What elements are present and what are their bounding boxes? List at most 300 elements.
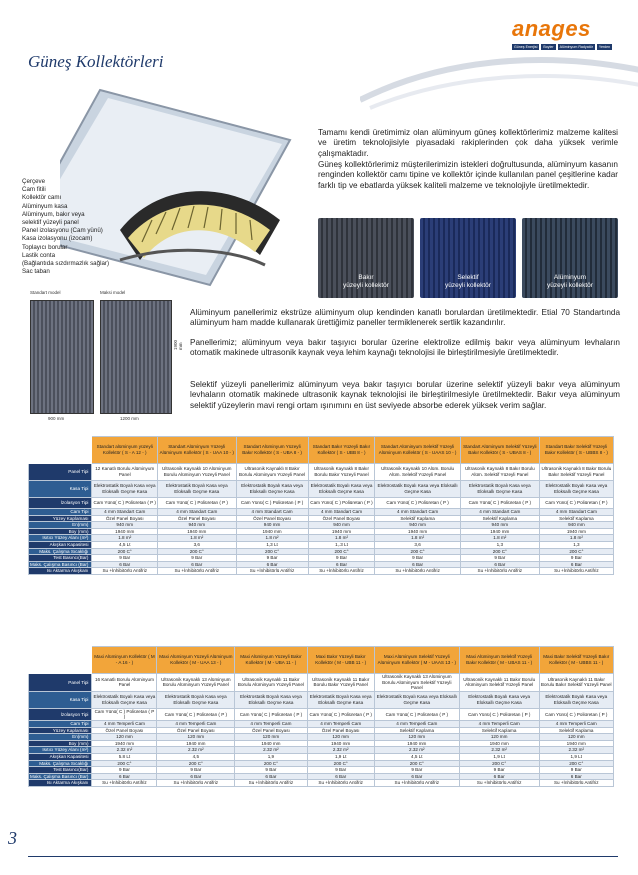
component-label: Çerçeve — [22, 178, 46, 185]
table-cell: 200 C° — [308, 548, 375, 555]
footer-rule — [28, 856, 618, 857]
panel-card-subtitle: yüzeyli kollektör — [445, 282, 491, 289]
table-cell: Ultrasonik Kaynaklı 13 Alüminyum Borulu Alüminyum Yüzeyli Panel — [157, 674, 235, 692]
row-label: En(mm) — [29, 522, 92, 529]
table-cell: 6 Bar — [92, 561, 158, 568]
table-cell: 1,9 Lt — [459, 753, 539, 760]
table-cell: 200 C° — [236, 548, 308, 555]
table-cell: 4,5 Lt — [374, 753, 459, 760]
table-cell: 120 mm — [92, 734, 157, 741]
column-header: Maxi Alüminyum Kollektör ( M - A 16 - ) — [92, 647, 157, 674]
table-cell: 120 mm — [374, 734, 459, 741]
row-label: Cam Tipi — [29, 509, 92, 516]
table-row — [29, 773, 614, 780]
table-cell: 4 mm Temperli Cam — [539, 720, 614, 727]
component-label: selektif yüzeyli panel — [22, 219, 79, 227]
component-label: Alüminyum, bakır veya — [22, 210, 85, 218]
tagline-item: Alüminyum Radyatör — [559, 45, 593, 49]
column-header: Standart Alüminyum Yüzeyli Alüminyum Kollektör ( S - UAA 10 - ) — [158, 437, 237, 464]
table-cell: Ultrasonik Kaynaklı 11 Bakır Borulu Bakır Selektif Yüzeyli Panel — [539, 674, 614, 692]
table-cell: 1.8 m² — [92, 535, 158, 542]
table-cell: Cam Yünü( C ) Poliüretan ( P ) — [374, 708, 459, 720]
table-cell: Elektrostatik Boyalı Kasa veya Eloksallı Geçme Kasa — [539, 481, 613, 498]
component-label: Cam fitili — [22, 186, 46, 194]
table-cell: 2.32 m² — [235, 747, 307, 754]
tagline-item: Boyler — [543, 45, 554, 49]
row-label: Boy (mm) — [29, 528, 92, 535]
table-cell: Elektrostatik Boyalı Kasa veya Eloksallı Geçme Kasa — [539, 691, 614, 708]
table-cell: Cam Yünü( C ) Poliüretan ( P ) — [92, 498, 158, 509]
table-cell: Elektrostatik Boyalı Kasa veya Eloksallı Geçme Kasa — [460, 481, 539, 498]
table-cell: 6 Bar — [235, 773, 307, 780]
table-cell: 1.8 m² — [158, 535, 237, 542]
panel-card-title: Bakır — [358, 274, 374, 281]
table-cell: 200 C° — [375, 548, 460, 555]
table-cell: Selektif Kaplama — [375, 515, 460, 522]
table-cell: 200 C° — [539, 760, 614, 767]
table-cell: Cam Yünü( C ) Poliüretan ( P ) — [158, 498, 237, 509]
table-cell: 3,6 — [375, 541, 460, 548]
row-label: Maks. Çalışma Sıcaklığı — [29, 548, 92, 555]
body-paragraph-2: Panellerimiz; alüminyum veya bakır taşıyıcı borular üzerine elektrolize edilmiş bakır veya alüminyum levhaların otomatik makinede ultrasonik kaynak veya lehim kaynağı teknolojisi ile birleştirilmesiyle üretilmektedir. — [190, 338, 620, 358]
row-label: İzolasyon Tipi — [29, 708, 92, 720]
column-header: Maxi Alüminyum Selektif Yüzeyli Bakır Kollektör ( M - UBAS 11 - ) — [459, 647, 539, 674]
table-cell: 1940 mm — [235, 740, 307, 747]
table-cell: Selektif Kaplama — [374, 727, 459, 734]
row-label: İzolasyon Tipi — [29, 498, 92, 509]
column-header: Maxi Alüminyum Selektif Yüzeyli Alüminyum Kollektör ( M - UAAS 13 - ) — [374, 647, 459, 674]
table-cell: 120 mm — [157, 734, 235, 741]
row-label: Cam Tipi — [29, 720, 92, 727]
table-cell: 4 mm Standart Cam — [236, 509, 308, 516]
tagline-item: Yerden — [598, 45, 611, 49]
brand-name: anages — [512, 16, 591, 41]
table-cell: 1.8 m² — [375, 535, 460, 542]
table-cell: Su +İnhibitörlü Antifriz — [235, 780, 307, 787]
table-cell: 9 Bar — [235, 767, 307, 774]
panel-card-aluminium — [522, 218, 618, 298]
table-cell: Cam Yünü( C ) Poliüretan ( P ) — [460, 498, 539, 509]
row-label: En(mm) — [29, 734, 92, 741]
table-cell: 120 mm — [539, 734, 614, 741]
row-label: Panel Tipi — [29, 674, 92, 692]
table-cell: 4 mm Temperli Cam — [235, 720, 307, 727]
row-label: Maks. Çalışma Basıncı (Bar) — [29, 773, 92, 780]
table-cell: 1940 mm — [539, 740, 614, 747]
row-label: Panel Tipi — [29, 464, 92, 481]
table-cell: Ultrasonik Kaynaklı 11 Bakır Borulu Bakır Yüzeyli Panel — [307, 674, 374, 692]
column-header: Standart Alüminyum Yüzeyli Bakır Kollektör ( S - UBA 8 - ) — [236, 437, 308, 464]
table-cell: 9 Bar — [236, 555, 308, 562]
table-cell: 1940 mm — [307, 740, 374, 747]
table-cell: 5.8 Lt — [92, 753, 157, 760]
row-label: Isıtıcı Yüzey Alanı (m²) — [29, 535, 92, 542]
table-cell: Elektrostatik Boyalı Kasa veya Eloksallı Geçme Kasa — [375, 481, 460, 498]
table-row — [29, 780, 614, 787]
table-cell: 9 Bar — [375, 555, 460, 562]
table-cell: 6 Bar — [308, 561, 375, 568]
row-label: Isı Aktarma Akışkanı — [29, 780, 92, 787]
table-row — [29, 522, 614, 529]
table-cell: Su +İnhibitörlü Antifriz — [460, 568, 539, 575]
table-cell: Ultrasonik Kaynaklı 8 Bakır Borulu Alüminyum Yüzeyli Panel — [236, 464, 308, 481]
table-cell: 9 Bar — [92, 555, 158, 562]
table-cell: 940 mm — [158, 522, 237, 529]
table-cell: Ultrasonik Kaynaklı 10 Alüm. Borulu Alüm. Selektif Yüzeyli Panel — [375, 464, 460, 481]
table-cell: 1940 mm — [157, 740, 235, 747]
column-header: Standart Alüminyum Selektif Yüzeyli Bakır Kollektör ( S - UBAS 8 - ) — [460, 437, 539, 464]
table-cell: Cam Yünü( C ) Poliüretan ( P ) — [235, 708, 307, 720]
component-label: Lastik conta — [22, 251, 56, 259]
table-cell: Su +İnhibitörlü Antifriz — [307, 780, 374, 787]
table-row — [29, 727, 614, 734]
table-cell: Su +İnhibitörlü Antifriz — [157, 780, 235, 787]
table-cell: Su +İnhibitörlü Antifriz — [236, 568, 308, 575]
table-corner — [29, 647, 92, 674]
table-cell: 940 mm — [92, 522, 158, 529]
table-cell: Elektrostatik Boyalı Kasa veya Eloksallı Geçme Kasa — [307, 691, 374, 708]
maxi-collector-spec-table — [28, 646, 614, 787]
table-cell: Su +İnhibitörlü Antifriz — [92, 780, 157, 787]
row-label: Kasa Tipi — [29, 691, 92, 708]
table-cell: 2.32 m² — [92, 747, 157, 754]
column-header: Maxi Bakır Selektif Yüzeyli Bakır Kollektör ( M - UBBS 11 - ) — [539, 647, 614, 674]
table-cell: Elektrostatik Boyalı Kasa veya Eloksallı Geçme Kasa — [157, 691, 235, 708]
table-cell: 4 mm Temperli Cam — [307, 720, 374, 727]
component-labels — [22, 178, 109, 276]
table-cell: 9 Bar — [374, 767, 459, 774]
tagline-item: Güneş Enerjisi — [514, 45, 538, 49]
table-cell: 1940 mm — [158, 528, 237, 535]
column-header: Maxi Alüminyum Yüzeyli Bakır Kollektör ( M - UBA 11 - ) — [235, 647, 307, 674]
table-row — [29, 464, 614, 481]
table-row — [29, 691, 614, 708]
maxi-model-drawing — [100, 300, 172, 414]
table-cell: 9 Bar — [308, 555, 375, 562]
table-cell: Elektrostatik Boyalı Kasa veya Eloksallı Geçme Kasa — [374, 691, 459, 708]
table-cell: 1.8 m² — [236, 535, 308, 542]
standard-model-label: Standart model — [30, 290, 61, 295]
table-cell: 4 mm Temperli Cam — [92, 720, 157, 727]
table-cell: Cam Yünü( C ) Poliüretan ( P ) — [539, 708, 614, 720]
table-cell: 1,9 — [235, 753, 307, 760]
panel-card-title: Alüminyum — [553, 274, 587, 281]
table-cell: 1,9 Lt — [307, 753, 374, 760]
table-cell: Özel Panel Boyası — [158, 515, 237, 522]
table-cell: Elektrostatik Boyalı Kasa veya Eloksallı Geçme Kasa — [158, 481, 237, 498]
table-cell: 2.32 m² — [157, 747, 235, 754]
panel-card-subtitle: yüzeyli kollektör — [547, 282, 593, 289]
table-cell: Elektrostatik Boyalı Kasa veya Eloksallı Geçme Kasa — [235, 691, 307, 708]
page-title: Güneş Kollektörleri — [28, 52, 164, 71]
table-cell: 9 Bar — [92, 767, 157, 774]
table-row — [29, 753, 614, 760]
table-cell: Cam Yünü( C ) Poliüretan ( P ) — [375, 498, 460, 509]
table-cell: 1,3 Lt — [236, 541, 308, 548]
table-cell: 6 Bar — [236, 561, 308, 568]
table-cell: Cam Yünü( C ) Poliüretan ( P ) — [307, 708, 374, 720]
table-cell: Su +İnhibitörlü Antifriz — [374, 780, 459, 787]
table-cell: 200 C° — [307, 760, 374, 767]
standard-model-drawing — [30, 300, 94, 414]
intro-paragraph-2: Güneş kollektörlerimiz müşterilerimizin istekleri doğrultusunda, alüminyum kasanın renginden kollektör camı tipine ve kollektör içinde kullanılan panel çeşitlerine kadar farklı tip ve ebatlarda yüksek kaliteli malzeme ve teknolojiyle üretilmektedir. — [318, 160, 618, 190]
table-header-row — [29, 647, 614, 674]
panel-card-selective — [420, 218, 516, 298]
table-cell: Su +İnhibitörlü Antifriz — [539, 780, 614, 787]
standard-width-dimension: 900 mm — [48, 416, 65, 421]
table-cell: 4 mm Standart Cam — [539, 509, 613, 516]
table-row — [29, 674, 614, 692]
body-paragraph-1: Alüminyum panellerimiz ekstrüze alüminyum olup kendinden kanatlı borulardan üretilmektedir. Etial 70 Standartında alüminyum ham madde kullanarak ürettiğimiz paneller termiklenerek sertlik kazandırılır. — [190, 308, 620, 328]
table-cell: 6 Bar — [307, 773, 374, 780]
table-row — [29, 760, 614, 767]
table-cell: Ultrasonik Kaynaklı 8 Bakır Borulu Bakır Selektif Yüzeyli Panel — [539, 464, 613, 481]
panel-card-copper — [318, 218, 414, 298]
row-label: Test Basıncı(Bar) — [29, 767, 92, 774]
table-cell: 1940 mm — [308, 528, 375, 535]
table-cell: 2.32 m² — [539, 747, 614, 754]
component-label: Panel izolasyonu (Cam yünü) — [22, 227, 103, 235]
table-cell: Cam Yünü( C ) Poliüretan ( P ) — [157, 708, 235, 720]
component-label: Kasa izolasyonu (izocam) — [22, 235, 93, 243]
table-cell: 4,5 — [157, 753, 235, 760]
table-cell: 1940 mm — [92, 528, 158, 535]
table-cell: 6 Bar — [92, 773, 157, 780]
model-drawings — [28, 290, 183, 425]
table-cell: Ultrasonik Kaynaklı 13 Alüminyum Borulu Alüminyum Selektif Yüzeyli Panel — [374, 674, 459, 692]
row-label: Yüzey Kaplaması — [29, 515, 92, 522]
table-cell: 16 Kanatlı Borulu Alüminyum Panel — [92, 674, 157, 692]
table-cell: Su +İnhibitörlü Antifriz — [459, 780, 539, 787]
table-cell: Ultrasonik Kaynaklı 8 Bakır Borulu Bakır Yüzeyli Panel — [308, 464, 375, 481]
table-row — [29, 515, 614, 522]
table-cell: 200 C° — [92, 548, 158, 555]
row-label: Yüzey Kaplaması — [29, 727, 92, 734]
row-label: Maks. Çalışma Basıncı (Bar) — [29, 561, 92, 568]
table-cell: 4 mm Standart Cam — [92, 509, 158, 516]
column-header: Standart alüminyum yüzeyli Kollektör ( S - A 12 - ) — [92, 437, 158, 464]
table-cell: Özel Panel Boyası — [92, 727, 157, 734]
table-cell: 120 mm — [459, 734, 539, 741]
table-row — [29, 734, 614, 741]
table-cell: 120 mm — [235, 734, 307, 741]
table-cell: 200 C° — [92, 760, 157, 767]
table-cell: 940 mm — [308, 522, 375, 529]
table-cell: Özel Panel Boyası — [157, 727, 235, 734]
table-cell: 1.8 m² — [308, 535, 375, 542]
table-row — [29, 535, 614, 542]
table-row — [29, 708, 614, 720]
standard-collector-spec-table — [28, 436, 614, 575]
table-cell: 2.32 m² — [459, 747, 539, 754]
brand-tagline — [512, 44, 622, 50]
table-cell: 4 mm Standart Cam — [158, 509, 237, 516]
column-header: Standart Alüminyum Selektif Yüzeyli Alüminyum Kollektör ( S - UAAS 10 - ) — [375, 437, 460, 464]
table-cell: 2.32 m² — [307, 747, 374, 754]
component-label: Sac taban — [22, 268, 50, 276]
table-row — [29, 481, 614, 498]
table-cell: 6 Bar — [459, 773, 539, 780]
table-row — [29, 747, 614, 754]
table-cell: Su +İnhibitörlü Antifriz — [375, 568, 460, 575]
row-label: Isıtıcı Yüzey Alanı (m²) — [29, 747, 92, 754]
table-cell: 2.32 m² — [374, 747, 459, 754]
table-cell: Selektif Kaplama — [459, 727, 539, 734]
table-cell: 200 C° — [374, 760, 459, 767]
table-cell: Elektrostatik Boyalı Kasa veya Eloksallı Geçme Kasa — [308, 481, 375, 498]
row-label: Akışkan Kapasitesi — [29, 541, 92, 548]
table-row — [29, 720, 614, 727]
component-label: Alüminyum kasa — [22, 202, 68, 210]
table-cell: 200 C° — [158, 548, 237, 555]
table-cell: 6 Bar — [460, 561, 539, 568]
table-cell: 9 Bar — [539, 767, 614, 774]
table-cell: 9 Bar — [459, 767, 539, 774]
brand-logo — [512, 16, 622, 60]
maxi-model-label: Maksi model — [100, 290, 126, 295]
table-cell: 1940 mm — [375, 528, 460, 535]
table-cell: 6 Bar — [375, 561, 460, 568]
table-cell: 1,3 — [460, 541, 539, 548]
table-cell: 1940 mm — [92, 740, 157, 747]
table-cell: Ultrasonik Kaynaklı 10 Alüminyum Borulu Alüminyum Yüzeyli Panel — [158, 464, 237, 481]
table-cell: 4 mm Temperli Cam — [157, 720, 235, 727]
table-cell: Cam Yünü( C ) Poliüretan ( P ) — [236, 498, 308, 509]
table-row — [29, 767, 614, 774]
table-cell: Su +İnhibitörlü Antifriz — [308, 568, 375, 575]
table-cell: 200 C° — [539, 548, 613, 555]
table-cell: 200 C° — [235, 760, 307, 767]
table-cell: 940 mm — [375, 522, 460, 529]
table-row — [29, 541, 614, 548]
row-label: Maks. Çalışma Sıcaklığı — [29, 760, 92, 767]
table-cell: 200 C° — [459, 760, 539, 767]
table-cell: 120 mm — [307, 734, 374, 741]
table-cell: Su +İnhibitörlü Antifriz — [92, 568, 158, 575]
table-cell: 940 mm — [539, 522, 613, 529]
table-cell: Elektrostatik Boyalı Kasa veya Eloksallı Geçme Kasa — [92, 691, 157, 708]
table-cell: 200 C° — [460, 548, 539, 555]
table-cell: 9 Bar — [157, 767, 235, 774]
table-cell: 940 mm — [460, 522, 539, 529]
maxi-width-dimension: 1200 mm — [120, 416, 139, 421]
table-cell: 1,.3 Lt — [308, 541, 375, 548]
column-header: Standart Bakır Selektif Yüzeyli Bakır Kollektör ( S - UBBS 8 - ) — [539, 437, 613, 464]
table-cell: 6 Bar — [539, 561, 613, 568]
table-cell: 9 Bar — [158, 555, 237, 562]
table-cell: 1940 mm — [460, 528, 539, 535]
panel-type-gallery — [318, 218, 618, 298]
table-cell: 6 Bar — [539, 773, 614, 780]
table-cell: 12 Kanatlı Borulu Alüminyum Panel — [92, 464, 158, 481]
table-cell: 4 mm Temperli Cam — [459, 720, 539, 727]
row-label: Boy (mm) — [29, 740, 92, 747]
table-cell: 1940 mm — [459, 740, 539, 747]
table-cell: 940 mm — [236, 522, 308, 529]
table-cell: Özel Panel Boyası — [307, 727, 374, 734]
page-number: 3 — [8, 828, 17, 848]
table-cell: 6 Bar — [158, 561, 237, 568]
component-label: Toplayıcı borular — [22, 243, 68, 251]
height-dimension: 1900 mm — [173, 339, 183, 350]
page-number-box — [0, 826, 28, 852]
body-paragraph-3: Selektif yüzeyli panellerimiz alüminyum veya bakır taşıyıcı borular üzerine selektif yüzeyli bakır veya alüminyum levhaların otomatik makinede ultrasonik kaynak teknolojisi ile birleştirilmesiyle üretilmektedir. Bakır veya alüminyum selektif yüzeylerin mavi rengi ortam ışınımını en üst seviyede absorbe ederek yüksek verim sağlar. — [190, 380, 620, 410]
table-cell: Ultrasonik Kaynaklı 11 Bakır Borulu Alüminyum Yüzeyli Panel — [235, 674, 307, 692]
table-cell: Elektrostatik Boyalı Kasa veya Eloksallı Geçme Kasa — [236, 481, 308, 498]
table-row — [29, 568, 614, 575]
table-cell: Özel Panel Boyası — [308, 515, 375, 522]
table-cell: 6 Bar — [157, 773, 235, 780]
table-row — [29, 498, 614, 509]
table-cell: Ultrasonik Kaynaklı 8 Bakır Borulu Alüm. Selektif Yüzeyli Panel — [460, 464, 539, 481]
row-label: Test Basıncı(Bar) — [29, 555, 92, 562]
table-row — [29, 548, 614, 555]
table-cell: 1940 mm — [374, 740, 459, 747]
table-row — [29, 528, 614, 535]
table-cell: Özel Panel Boyası — [235, 727, 307, 734]
column-header: Maxi Bakır Yüzeyli Bakır Kollektör ( M - UBB 11 - ) — [307, 647, 374, 674]
table-cell: Su +İnhibitörlü Antifriz — [539, 568, 613, 575]
table-row — [29, 555, 614, 562]
component-label: Kollektör camı — [22, 194, 62, 202]
table-cell: 1,9 Lt — [539, 753, 614, 760]
table-cell: Selektif Kaplama — [460, 515, 539, 522]
table-cell: 9 Bar — [539, 555, 613, 562]
table-cell: Selektif Kaplama — [539, 515, 613, 522]
table-cell: 4 mm Temperli Cam — [374, 720, 459, 727]
table-cell: Su +İnhibitörlü Antifriz — [158, 568, 237, 575]
row-label: Isı Aktarma Akışkanı — [29, 568, 92, 575]
table-cell: Özel Panel Boyası — [92, 515, 158, 522]
panel-card-subtitle: yüzeyli kollektör — [343, 282, 389, 289]
table-cell: 1940 mm — [236, 528, 308, 535]
table-cell: Elektrostatik Boyalı Kasa veya Eloksallı Geçme Kasa — [92, 481, 158, 498]
table-cell: Cam Yünü( C ) Poliüretan ( P ) — [92, 708, 157, 720]
panel-card-title: Selektif — [457, 274, 479, 281]
table-row — [29, 740, 614, 747]
table-cell: 1.8 m² — [460, 535, 539, 542]
intro-paragraph-1: Tamamı kendi üretimimiz olan alüminyum güneş kollektörlerimiz malzeme kalitesi ve üretim teknolojisiyle piyasadaki rakiplerinden çok daha yüksek verimle çalışmaktadır. — [318, 128, 618, 158]
table-cell: 1.8 m² — [539, 535, 613, 542]
table-cell: 6 Bar — [374, 773, 459, 780]
table-cell: Elektrostatik Boyalı Kasa veya Eloksallı Geçme Kasa — [459, 691, 539, 708]
table-cell: Ultrasonik Kaynaklı 11 Bakır Borulu Alüminyum Selektif Yüzeyli Panel — [459, 674, 539, 692]
table-header-row — [29, 437, 614, 464]
column-header: Maxi Alüminyum Yüzeyli Alüminyum Kollektör ( M - UAA 13 - ) — [157, 647, 235, 674]
table-cell: 9 Bar — [460, 555, 539, 562]
table-cell: Cam Yünü( C ) Poliüretan ( P ) — [539, 498, 613, 509]
table-cell: 3,6 — [158, 541, 237, 548]
table-cell: 1,3 — [539, 541, 613, 548]
table-cell: Özel Panel Boyası — [236, 515, 308, 522]
component-label: (Bağlantıda sızdırmazlık sağlar) — [22, 260, 110, 268]
table-cell: Selektif Kaplama — [539, 727, 614, 734]
row-label: Akışkan Kapasitesi — [29, 753, 92, 760]
table-cell: 4 mm Standart Cam — [308, 509, 375, 516]
row-label: Kasa Tipi — [29, 481, 92, 498]
table-cell: Cam Yünü( C ) Poliüretan ( P ) — [459, 708, 539, 720]
table-cell: 1940 mm — [539, 528, 613, 535]
table-cell: 4 mm Standart Cam — [375, 509, 460, 516]
table-cell: 4 mm Standart Cam — [460, 509, 539, 516]
column-header: Standart Bakır Yüzeyli Bakır Kollektör ( S - UBB 8 - ) — [308, 437, 375, 464]
table-row — [29, 561, 614, 568]
table-cell: Cam Yünü( C ) Poliüretan ( P ) — [308, 498, 375, 509]
table-row — [29, 509, 614, 516]
table-cell: 4,5 Lt — [92, 541, 158, 548]
table-cell: 200 C° — [157, 760, 235, 767]
table-corner — [29, 437, 92, 464]
